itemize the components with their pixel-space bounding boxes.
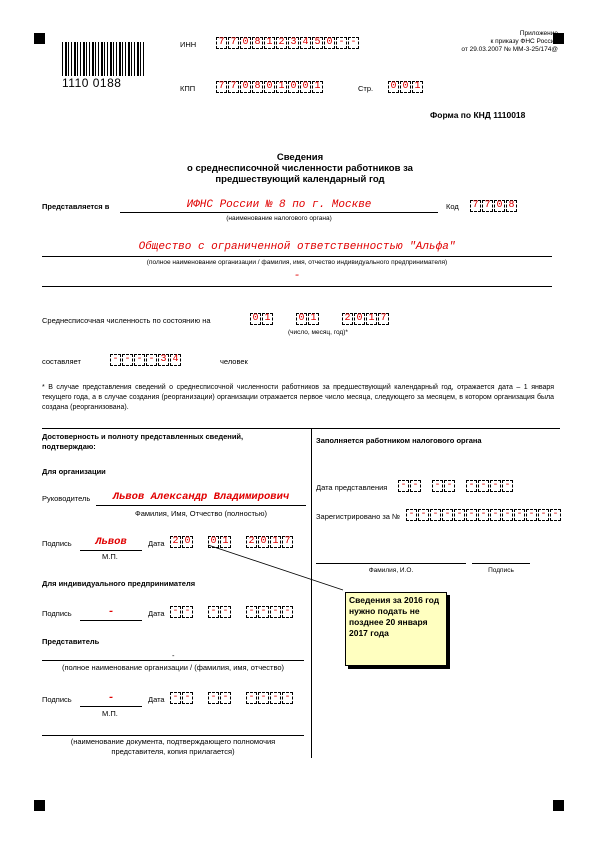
char-cell[interactable]: 1 [270, 536, 281, 548]
ip-sign-value[interactable]: - [107, 606, 115, 618]
char-cell[interactable]: 2 [276, 37, 287, 49]
char-cell[interactable]: - [432, 480, 443, 492]
note-line-4: 2017 года [349, 628, 389, 638]
char-cell[interactable]: 1 [412, 81, 423, 93]
char-cell[interactable]: 0 [300, 81, 311, 93]
tax-authority-caption: (наименование налогового органа) [226, 215, 332, 222]
char-cell[interactable]: - [444, 480, 455, 492]
char-cell[interactable]: - [454, 509, 465, 521]
organization-caption: (полное наименование организации / фамилия, имя, отчество индивидуального предпринимателя) [146, 259, 448, 266]
appendix-line-1: Приложение [519, 30, 558, 37]
char-cell[interactable]: 7 [282, 536, 293, 548]
char-cell[interactable]: 7 [228, 37, 239, 49]
submission-date-label: Дата представления [316, 483, 388, 492]
char-cell[interactable]: - [220, 692, 231, 704]
callout-pointer-line [208, 545, 343, 590]
char-cell[interactable]: 0 [400, 81, 411, 93]
char-cell[interactable]: 1 [308, 313, 319, 325]
char-cell[interactable]: - [336, 37, 347, 49]
char-cell[interactable]: 2 [342, 313, 353, 325]
char-cell[interactable]: 0 [288, 81, 299, 93]
char-cell[interactable]: 0 [296, 313, 307, 325]
char-cell[interactable]: - [258, 606, 269, 618]
char-cell[interactable]: - [282, 606, 293, 618]
ip-heading: Для индивидуального предпринимателя [42, 579, 196, 588]
char-cell[interactable]: - [478, 480, 489, 492]
rep-heading: Представитель [42, 637, 100, 646]
char-cell[interactable]: - [348, 37, 359, 49]
date-label: Дата [148, 539, 165, 548]
char-cell[interactable]: - [122, 354, 133, 366]
title-line-3: предшествующий календарный год [215, 174, 385, 185]
char-cell[interactable]: - [430, 509, 441, 521]
org-heading: Для организации [42, 467, 106, 476]
char-cell[interactable]: - [170, 606, 181, 618]
char-cell[interactable]: 0 [250, 313, 261, 325]
doc-caption-line-2: представителя, копия прилагается) [111, 747, 235, 756]
page-label: Стр. [358, 84, 374, 93]
sign-value[interactable]: Львов [95, 536, 127, 548]
rep-sign-value[interactable]: - [107, 692, 115, 704]
char-cell[interactable]: - [526, 509, 537, 521]
char-cell[interactable]: 8 [252, 37, 263, 49]
char-cell[interactable]: - [490, 509, 501, 521]
char-cell[interactable]: 8 [252, 81, 263, 93]
char-cell[interactable]: 1 [366, 313, 377, 325]
char-cell[interactable]: - [182, 692, 193, 704]
char-cell[interactable]: - [406, 509, 417, 521]
char-cell[interactable]: 1 [276, 81, 287, 93]
char-cell[interactable]: - [270, 606, 281, 618]
char-cell[interactable]: - [246, 606, 257, 618]
head-caption: Фамилия, Имя, Отчество (полностью) [135, 509, 267, 518]
char-cell[interactable]: 0 [240, 81, 251, 93]
char-cell[interactable]: - [208, 692, 219, 704]
char-cell[interactable]: - [182, 606, 193, 618]
fio-caption: Фамилия, И.О. [368, 567, 414, 574]
char-cell[interactable]: - [442, 509, 453, 521]
char-cell[interactable]: 0 [354, 313, 365, 325]
head-value[interactable]: Львов Александр Владимирович [112, 491, 290, 503]
char-cell[interactable]: - [208, 606, 219, 618]
char-cell[interactable]: - [258, 692, 269, 704]
note-line-1: Сведения за 2016 год [349, 595, 440, 605]
headcount-label: составляет [42, 357, 81, 366]
char-cell[interactable]: 7 [216, 37, 227, 49]
char-cell[interactable]: 0 [208, 536, 219, 548]
submitted-to-label: Представляется в [42, 202, 110, 211]
title-line-1: Сведения [276, 152, 324, 163]
note-line-2: нужно подать не [349, 606, 420, 616]
organization-value[interactable]: Общество с ограниченной ответственностью "Альфа" [138, 241, 456, 253]
char-cell[interactable]: 1 [264, 37, 275, 49]
char-cell[interactable]: - [466, 509, 477, 521]
rep-mp-label: М.П. [102, 709, 118, 718]
ip-date-label: Дата [148, 609, 165, 618]
char-cell[interactable]: - [398, 480, 409, 492]
char-cell[interactable]: 0 [182, 536, 193, 548]
sign-label: Подпись [42, 539, 72, 548]
char-cell[interactable]: 2 [170, 536, 181, 548]
char-cell[interactable]: 2 [246, 536, 257, 548]
char-cell[interactable]: 0 [240, 37, 251, 49]
char-cell[interactable]: 7 [216, 81, 227, 93]
char-cell[interactable]: 7 [228, 81, 239, 93]
char-cell[interactable]: 0 [258, 536, 269, 548]
rep-caption: (полное наименование организации / (фамилия, имя, отчество) [61, 663, 285, 672]
tax-authority-value[interactable]: ИФНС России № 8 по г. Москве [186, 199, 372, 211]
char-cell[interactable]: 1 [262, 313, 273, 325]
char-cell[interactable]: - [538, 509, 549, 521]
char-cell[interactable]: - [550, 509, 561, 521]
char-cell[interactable]: - [110, 354, 121, 366]
char-cell[interactable]: - [478, 509, 489, 521]
confirm-heading-line-2: подтверждаю: [42, 442, 96, 451]
char-cell[interactable]: - [220, 606, 231, 618]
form-code: Форма по КНД 1110018 [430, 110, 526, 120]
char-cell[interactable]: 4 [170, 354, 181, 366]
footnote: * В случае представления сведений о среднесписочной численности работников за предшествующий календарный год, отражается дата – 1 января текущего года, а в случае создания (реорганизации) организации отражается первое число месяца, следующего за месяцем, в котором организация была создана (реорганизована). [42, 384, 554, 411]
head-label: Руководитель [42, 494, 91, 503]
organization-extra[interactable]: - [293, 270, 301, 282]
char-cell[interactable]: 4 [300, 37, 311, 49]
note-line-3: позднее 20 января [349, 617, 428, 627]
code-label: Код [446, 202, 459, 211]
title-line-2: о среднесписочной численности работников за [187, 163, 413, 174]
char-cell[interactable]: - [502, 509, 513, 521]
char-cell[interactable]: 0 [494, 200, 505, 212]
rep-dash: - [172, 651, 175, 660]
headcount-unit: человек [220, 357, 248, 366]
char-cell[interactable]: 0 [324, 37, 335, 49]
char-cell[interactable]: 3 [158, 354, 169, 366]
char-cell[interactable]: 5 [312, 37, 323, 49]
char-cell[interactable]: - [134, 354, 145, 366]
char-cell[interactable]: 0 [264, 81, 275, 93]
char-cell[interactable]: 7 [378, 313, 389, 325]
char-cell[interactable]: 1 [312, 81, 323, 93]
appendix-line-2: к приказу ФНС России [490, 38, 558, 45]
char-cell[interactable]: - [270, 692, 281, 704]
ip-sign-label: Подпись [42, 609, 72, 618]
char-cell[interactable]: - [246, 692, 257, 704]
char-cell[interactable]: - [410, 480, 421, 492]
char-cell[interactable]: - [170, 692, 181, 704]
char-cell[interactable]: 1 [220, 536, 231, 548]
mp-label: М.П. [102, 552, 118, 561]
rep-date-label: Дата [148, 695, 165, 704]
char-cell[interactable]: - [466, 480, 477, 492]
registered-label: Зарегистрировано за № [316, 512, 401, 521]
headcount-date-caption: (число, месяц, год)* [288, 329, 348, 336]
confirm-heading-line-1: Достоверность и полноту представленных сведений, [42, 432, 244, 441]
char-cell[interactable]: - [502, 480, 513, 492]
char-cell[interactable]: - [146, 354, 157, 366]
appendix-line-3: от 29.03.2007 № ММ-3-25/174@ [461, 46, 558, 53]
char-cell[interactable]: - [282, 692, 293, 704]
rep-sign-label: Подпись [42, 695, 72, 704]
kpp-label: КПП [180, 84, 196, 93]
callout-note [345, 592, 447, 666]
char-cell[interactable]: - [490, 480, 501, 492]
tax-officer-heading: Заполняется работником налогового органа [316, 436, 482, 445]
char-cell[interactable]: 8 [506, 200, 517, 212]
barcode-number: 1110 0188 [62, 76, 122, 90]
char-cell[interactable]: 3 [288, 37, 299, 49]
char-cell[interactable]: - [514, 509, 525, 521]
doc-caption-line-1: (наименование документа, подтверждающего полномочия [70, 737, 276, 746]
officer-sign-caption: Подпись [488, 567, 514, 574]
char-cell[interactable]: 7 [482, 200, 493, 212]
char-cell[interactable]: 0 [388, 81, 399, 93]
char-cell[interactable]: - [418, 509, 429, 521]
headcount-date-label: Среднесписочная численность по состоянию на [42, 316, 211, 325]
char-cell[interactable]: 7 [470, 200, 481, 212]
inn-label: ИНН [180, 40, 197, 49]
